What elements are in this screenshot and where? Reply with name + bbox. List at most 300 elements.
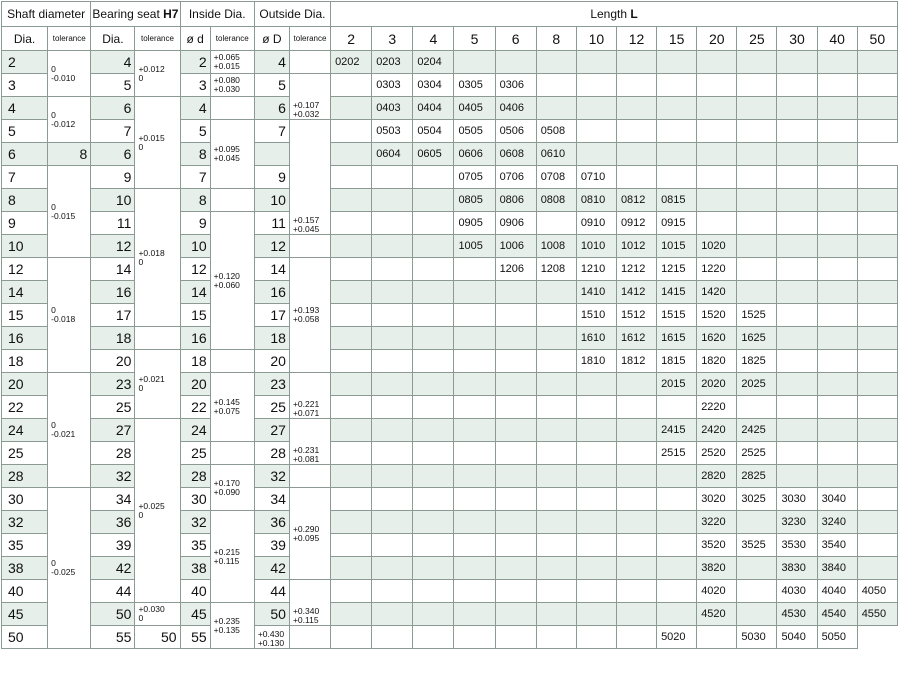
shaft-dia-cell: 9 <box>2 212 48 235</box>
length-col-header: 12 <box>616 27 656 51</box>
bearing-dia-cell: 27 <box>91 419 135 442</box>
outside-tolerance-lower: +0.095 <box>292 532 320 543</box>
bearing-dia-cell: 39 <box>91 534 135 557</box>
part-code-cell: 0910 <box>576 212 616 235</box>
part-code-cell <box>616 396 656 419</box>
inside-tolerance-upper: +0.215 <box>213 546 240 557</box>
shaft-tolerance-cell <box>48 258 91 373</box>
part-code-cell: 0708 <box>536 166 576 189</box>
outside-tolerance-cell <box>289 373 330 419</box>
part-code-cell <box>657 120 697 143</box>
part-code-cell <box>737 396 777 419</box>
part-code-cell <box>857 281 897 304</box>
outside-dia-cell: 27 <box>254 419 289 442</box>
bearing-tolerance-cell <box>135 419 180 603</box>
shaft-dia-cell: 16 <box>2 327 48 350</box>
part-code-cell <box>372 350 413 373</box>
inside-dia-cell: 12 <box>180 258 210 281</box>
part-code-cell: 0810 <box>576 189 616 212</box>
part-code-cell <box>454 258 495 281</box>
part-code-cell <box>817 189 857 212</box>
part-code-cell: 1825 <box>737 350 777 373</box>
part-code-cell: 5040 <box>777 626 817 649</box>
inside-tolerance-lower: +0.135 <box>213 624 240 635</box>
part-code-cell <box>737 212 777 235</box>
part-code-cell <box>495 350 536 373</box>
outside-tolerance-upper: +0.430 <box>257 629 285 639</box>
part-code-cell: 0915 <box>657 212 697 235</box>
part-code-cell <box>454 488 495 511</box>
part-code-cell <box>576 511 616 534</box>
shaft-tolerance-upper: 0 <box>51 109 56 120</box>
part-code-cell <box>495 419 536 442</box>
part-code-cell <box>413 327 454 350</box>
part-code-cell <box>331 120 372 143</box>
part-code-cell <box>616 580 656 603</box>
part-code-cell <box>697 212 737 235</box>
part-code-cell: 1620 <box>697 327 737 350</box>
part-code-cell <box>737 74 777 97</box>
bearing-dia-cell: 34 <box>91 488 135 511</box>
part-code-cell <box>536 603 576 626</box>
inside-tolerance-cell <box>210 442 254 465</box>
part-code-cell: 1610 <box>576 327 616 350</box>
part-code-cell <box>817 235 857 258</box>
part-code-cell <box>616 120 656 143</box>
part-code-cell: 1512 <box>616 304 656 327</box>
shaft-tolerance-lower: -0.025 <box>51 567 76 577</box>
inside-dia-cell: 24 <box>180 419 210 442</box>
bearing-dia-cell: 7 <box>91 120 135 143</box>
part-code-cell <box>536 534 576 557</box>
part-code-cell: 0912 <box>616 212 656 235</box>
part-code-cell: 2220 <box>697 396 737 419</box>
part-code-cell: 5030 <box>737 626 777 649</box>
part-code-cell <box>737 166 777 189</box>
part-code-cell <box>372 327 413 350</box>
inside-dia-cell: 32 <box>180 511 210 534</box>
part-code-cell <box>817 120 857 143</box>
length-header <box>331 2 898 27</box>
part-code-cell: 1420 <box>697 281 737 304</box>
shaft-dia-cell: 4 <box>2 97 48 120</box>
part-code-cell <box>454 51 495 74</box>
part-code-cell <box>372 304 413 327</box>
outside-tolerance-upper: +0.290 <box>292 523 320 534</box>
part-code-cell <box>857 442 897 465</box>
part-code-cell: 1008 <box>536 235 576 258</box>
part-code-cell <box>576 534 616 557</box>
shaft-dia-cell: 15 <box>2 304 48 327</box>
shaft-dia-cell: 25 <box>2 442 48 465</box>
outside-dia-cell: 23 <box>254 373 289 396</box>
part-code-cell: 0604 <box>372 143 413 166</box>
part-code-cell <box>413 396 454 419</box>
part-code-cell <box>857 189 897 212</box>
part-code-cell: 3520 <box>697 534 737 557</box>
inside-tolerance-lower: +0.060 <box>213 279 240 290</box>
length-col-header: 25 <box>737 27 777 51</box>
part-code-cell <box>576 442 616 465</box>
part-code-cell <box>817 74 857 97</box>
part-code-cell <box>495 580 536 603</box>
part-code-cell <box>372 442 413 465</box>
part-code-cell: 0403 <box>372 97 413 120</box>
inside-dia-cell: 2 <box>180 51 210 74</box>
part-code-cell: 3540 <box>817 534 857 557</box>
part-code-cell <box>413 603 454 626</box>
shaft-tolerance-cell <box>48 97 91 143</box>
inside-tolerance-upper: +0.170 <box>213 477 240 488</box>
part-code-cell <box>777 373 817 396</box>
part-code-cell <box>372 534 413 557</box>
inside-dia-cell: 38 <box>180 557 210 580</box>
bearing-tolerance-cell <box>135 350 180 419</box>
bearing-tolerance-lower: 0 <box>138 72 144 83</box>
outside-dia-cell: 32 <box>254 465 289 488</box>
part-code-cell <box>857 373 897 396</box>
part-code-cell <box>576 465 616 488</box>
outside-dia-cell: 10 <box>254 189 289 212</box>
shaft-dia-cell: 32 <box>2 511 48 534</box>
part-code-cell <box>454 304 495 327</box>
bearing-dia-cell: 8 <box>48 143 91 166</box>
part-code-cell <box>657 396 697 419</box>
length-symbol: L <box>630 7 638 21</box>
part-code-cell <box>331 534 372 557</box>
inside-dia-cell: 15 <box>180 304 210 327</box>
part-code-cell <box>817 465 857 488</box>
shaft-tolerance-lower: -0.010 <box>51 72 76 83</box>
part-code-cell <box>331 626 372 649</box>
shaft-dia-cell: 18 <box>2 350 48 373</box>
part-code-cell <box>817 327 857 350</box>
part-code-cell <box>857 511 897 534</box>
part-code-cell <box>536 419 576 442</box>
outside-dia-cell: 42 <box>254 557 289 580</box>
part-code-cell: 2415 <box>657 419 697 442</box>
part-code-cell: 2515 <box>657 442 697 465</box>
part-code-cell <box>616 373 656 396</box>
shaft-tolerance-upper: 0 <box>51 305 56 315</box>
part-code-cell: 3040 <box>817 488 857 511</box>
bearing-dia-cell: 10 <box>91 189 135 212</box>
part-code-cell <box>331 442 372 465</box>
part-code-cell <box>372 511 413 534</box>
part-code-cell <box>454 327 495 350</box>
part-code-cell <box>657 511 697 534</box>
part-code-cell <box>616 442 656 465</box>
outside-tolerance-lower: +0.045 <box>292 224 320 234</box>
part-code-cell: 0706 <box>495 166 536 189</box>
part-code-cell <box>657 143 697 166</box>
part-code-cell <box>616 51 656 74</box>
outside-tolerance-cell <box>289 258 330 373</box>
part-code-cell <box>413 235 454 258</box>
part-code-cell <box>737 189 777 212</box>
bearing-seat-label: Bearing seat <box>92 7 164 21</box>
part-code-cell <box>372 281 413 304</box>
part-code-cell <box>817 258 857 281</box>
part-code-cell <box>536 511 576 534</box>
part-code-cell <box>616 488 656 511</box>
inside-tolerance-cell <box>210 97 254 120</box>
inside-dia-cell: 25 <box>180 442 210 465</box>
part-code-cell <box>576 74 616 97</box>
bearing-dia-cell: 9 <box>91 166 135 189</box>
part-code-cell <box>657 74 697 97</box>
part-code-cell <box>616 419 656 442</box>
shaft-dia-cell: 45 <box>2 603 48 626</box>
part-code-cell <box>576 120 616 143</box>
part-code-cell <box>697 166 737 189</box>
inside-tolerance-upper: +0.235 <box>213 615 240 626</box>
part-code-cell <box>817 97 857 120</box>
outside-dia-cell: 20 <box>254 350 289 373</box>
bearing-tolerance-lower: 0 <box>138 383 144 393</box>
part-code-cell <box>657 465 697 488</box>
bearing-tolerance-cell <box>135 51 180 97</box>
part-code-cell: 3230 <box>777 511 817 534</box>
part-code-cell <box>372 626 413 649</box>
part-code-cell: 4530 <box>777 603 817 626</box>
bearing-dia-cell: 5 <box>91 74 135 97</box>
inside-tolerance-lower: +0.090 <box>213 486 240 497</box>
outside-phi-D-col-header: ø D <box>254 27 289 51</box>
part-code-cell <box>777 120 817 143</box>
part-code-cell <box>331 304 372 327</box>
inside-dia-cell: 14 <box>180 281 210 304</box>
table-body <box>2 51 898 649</box>
length-col-header: 20 <box>697 27 737 51</box>
header-row-groups <box>2 2 898 27</box>
part-code-cell: 1520 <box>697 304 737 327</box>
part-code-cell <box>289 626 330 649</box>
part-code-cell <box>413 258 454 281</box>
part-code-cell <box>737 511 777 534</box>
part-code-cell <box>616 534 656 557</box>
part-code-cell: 5020 <box>657 626 697 649</box>
bearing-dia-cell: 12 <box>91 235 135 258</box>
bearing-seat-h7: H7 <box>163 7 179 21</box>
inside-tolerance-lower: +0.030 <box>213 84 240 94</box>
part-code-cell <box>331 74 372 97</box>
inside-tolerance-cell <box>210 51 254 74</box>
part-code-cell <box>495 534 536 557</box>
outside-dia-cell: 34 <box>254 488 289 511</box>
part-code-cell <box>777 396 817 419</box>
part-code-cell: 1012 <box>616 235 656 258</box>
part-code-cell: 2425 <box>737 419 777 442</box>
part-code-cell: 0608 <box>495 143 536 166</box>
part-code-cell <box>413 166 454 189</box>
part-code-cell <box>372 580 413 603</box>
part-code-cell <box>697 74 737 97</box>
header-row-columns <box>2 27 898 51</box>
part-code-cell: 0404 <box>413 97 454 120</box>
part-code-cell <box>657 97 697 120</box>
part-code-cell: 4550 <box>857 603 897 626</box>
length-col-header: 3 <box>372 27 413 51</box>
part-code-cell <box>697 97 737 120</box>
bearing-dia-cell: 4 <box>91 51 135 74</box>
outside-dia-cell: 8 <box>180 143 210 166</box>
length-col-header: 15 <box>657 27 697 51</box>
shaft-dia-cell: 5 <box>2 120 48 143</box>
part-code-cell <box>495 603 536 626</box>
part-code-cell <box>331 603 372 626</box>
bearing-dia-cell: 42 <box>91 557 135 580</box>
part-code-cell <box>576 603 616 626</box>
shaft-tolerance-cell <box>48 51 91 97</box>
part-code-cell: 1005 <box>454 235 495 258</box>
part-code-cell: 1810 <box>576 350 616 373</box>
inside-dia-cell: 7 <box>180 166 210 189</box>
part-code-cell <box>817 396 857 419</box>
inside-tolerance-lower: +0.115 <box>213 555 240 566</box>
part-code-cell: 2020 <box>697 373 737 396</box>
part-code-cell <box>536 442 576 465</box>
shaft-tolerance-col-header: tolerance <box>48 27 91 51</box>
part-code-cell: 0506 <box>495 120 536 143</box>
part-code-cell <box>331 580 372 603</box>
shaft-tolerance-upper: 0 <box>51 63 56 74</box>
shaft-tolerance-lower: -0.021 <box>51 429 76 439</box>
outside-dia-cell: 5 <box>254 74 289 97</box>
part-code-cell: 1415 <box>657 281 697 304</box>
part-code-cell <box>737 557 777 580</box>
inside-dia-cell: 9 <box>180 212 210 235</box>
part-code-cell <box>495 281 536 304</box>
part-code-cell <box>413 557 454 580</box>
part-code-cell <box>372 557 413 580</box>
part-code-cell <box>413 465 454 488</box>
bearing-tolerance-upper: +0.018 <box>138 247 165 258</box>
inside-tolerance-lower: +0.075 <box>213 406 240 416</box>
part-code-cell: 1010 <box>576 235 616 258</box>
length-col-header: 50 <box>857 27 897 51</box>
part-code-cell <box>331 350 372 373</box>
part-code-cell <box>657 580 697 603</box>
bearing-dia-cell: 44 <box>91 580 135 603</box>
bearing-dia-cell: 6 <box>91 97 135 120</box>
outside-dia-cell: 14 <box>254 258 289 281</box>
part-code-cell: 1206 <box>495 258 536 281</box>
shaft-dia-cell: 8 <box>2 189 48 212</box>
part-code-cell <box>737 97 777 120</box>
part-code-cell <box>413 442 454 465</box>
part-code-cell: 3530 <box>777 534 817 557</box>
table-row <box>2 603 898 626</box>
dimension-table <box>1 1 898 649</box>
outside-dia-cell: 16 <box>254 281 289 304</box>
part-code-cell: 1212 <box>616 258 656 281</box>
shaft-tolerance-lower: -0.018 <box>51 314 76 324</box>
shaft-diameter-header: Shaft diameter <box>2 2 91 27</box>
part-code-cell <box>817 281 857 304</box>
part-code-cell <box>454 580 495 603</box>
table-row <box>2 626 898 649</box>
part-code-cell <box>857 327 897 350</box>
part-code-cell <box>331 166 372 189</box>
part-code-cell <box>413 350 454 373</box>
part-code-cell <box>777 258 817 281</box>
part-code-cell: 1412 <box>616 281 656 304</box>
part-code-cell <box>454 442 495 465</box>
bearing-dia-cell: 20 <box>91 350 135 373</box>
part-code-cell <box>817 304 857 327</box>
inside-tolerance-upper: +0.145 <box>213 397 240 407</box>
part-code-cell <box>331 557 372 580</box>
bearing-dia-cell: 11 <box>91 212 135 235</box>
part-code-cell: 0812 <box>616 189 656 212</box>
part-code-cell <box>413 304 454 327</box>
part-code-cell: 0303 <box>372 74 413 97</box>
part-code-cell: 0503 <box>372 120 413 143</box>
bearing-tolerance-upper: +0.021 <box>138 374 165 384</box>
part-code-cell: 0605 <box>413 143 454 166</box>
part-code-cell <box>254 143 289 166</box>
part-code-cell <box>576 97 616 120</box>
part-code-cell: 0710 <box>576 166 616 189</box>
part-code-cell <box>857 304 897 327</box>
outside-tolerance-lower: +0.115 <box>292 615 319 625</box>
outside-tolerance-cell <box>289 51 330 74</box>
inside-dia-cell: 40 <box>180 580 210 603</box>
shaft-dia-cell: 35 <box>2 534 48 557</box>
part-code-cell <box>413 373 454 396</box>
part-code-cell <box>372 488 413 511</box>
part-code-cell <box>331 258 372 281</box>
outside-dia-cell: 36 <box>254 511 289 534</box>
part-code-cell <box>777 304 817 327</box>
part-code-cell <box>817 442 857 465</box>
part-code-cell: 3830 <box>777 557 817 580</box>
shaft-dia-cell: 6 <box>2 143 48 166</box>
part-code-cell <box>331 396 372 419</box>
inside-dia-cell: 16 <box>180 327 210 350</box>
part-code-cell <box>413 580 454 603</box>
outside-tolerance-cell <box>289 120 330 235</box>
part-code-cell <box>536 373 576 396</box>
part-code-cell <box>454 534 495 557</box>
bearing-tolerance-cell <box>135 97 180 189</box>
inside-dia-cell: 45 <box>180 603 210 626</box>
part-code-cell: 1515 <box>657 304 697 327</box>
part-code-cell <box>737 120 777 143</box>
part-code-cell <box>857 97 897 120</box>
outside-dia-cell: 12 <box>254 235 289 258</box>
length-col-header: 5 <box>454 27 495 51</box>
outside-dia-cell: 39 <box>254 534 289 557</box>
part-code-cell: 3840 <box>817 557 857 580</box>
inside-dia-cell: 6 <box>91 143 135 166</box>
part-code-cell <box>857 557 897 580</box>
part-code-cell: 4520 <box>697 603 737 626</box>
part-code-cell: 4050 <box>857 580 897 603</box>
part-code-cell <box>536 281 576 304</box>
part-code-cell <box>657 51 697 74</box>
part-code-cell: 1815 <box>657 350 697 373</box>
part-code-cell <box>413 212 454 235</box>
part-code-cell: 0406 <box>495 97 536 120</box>
part-code-cell <box>331 511 372 534</box>
part-code-cell: 1015 <box>657 235 697 258</box>
part-code-cell: 1820 <box>697 350 737 373</box>
part-code-cell <box>495 557 536 580</box>
part-code-cell <box>413 511 454 534</box>
bearing-dia-cell: 25 <box>91 396 135 419</box>
